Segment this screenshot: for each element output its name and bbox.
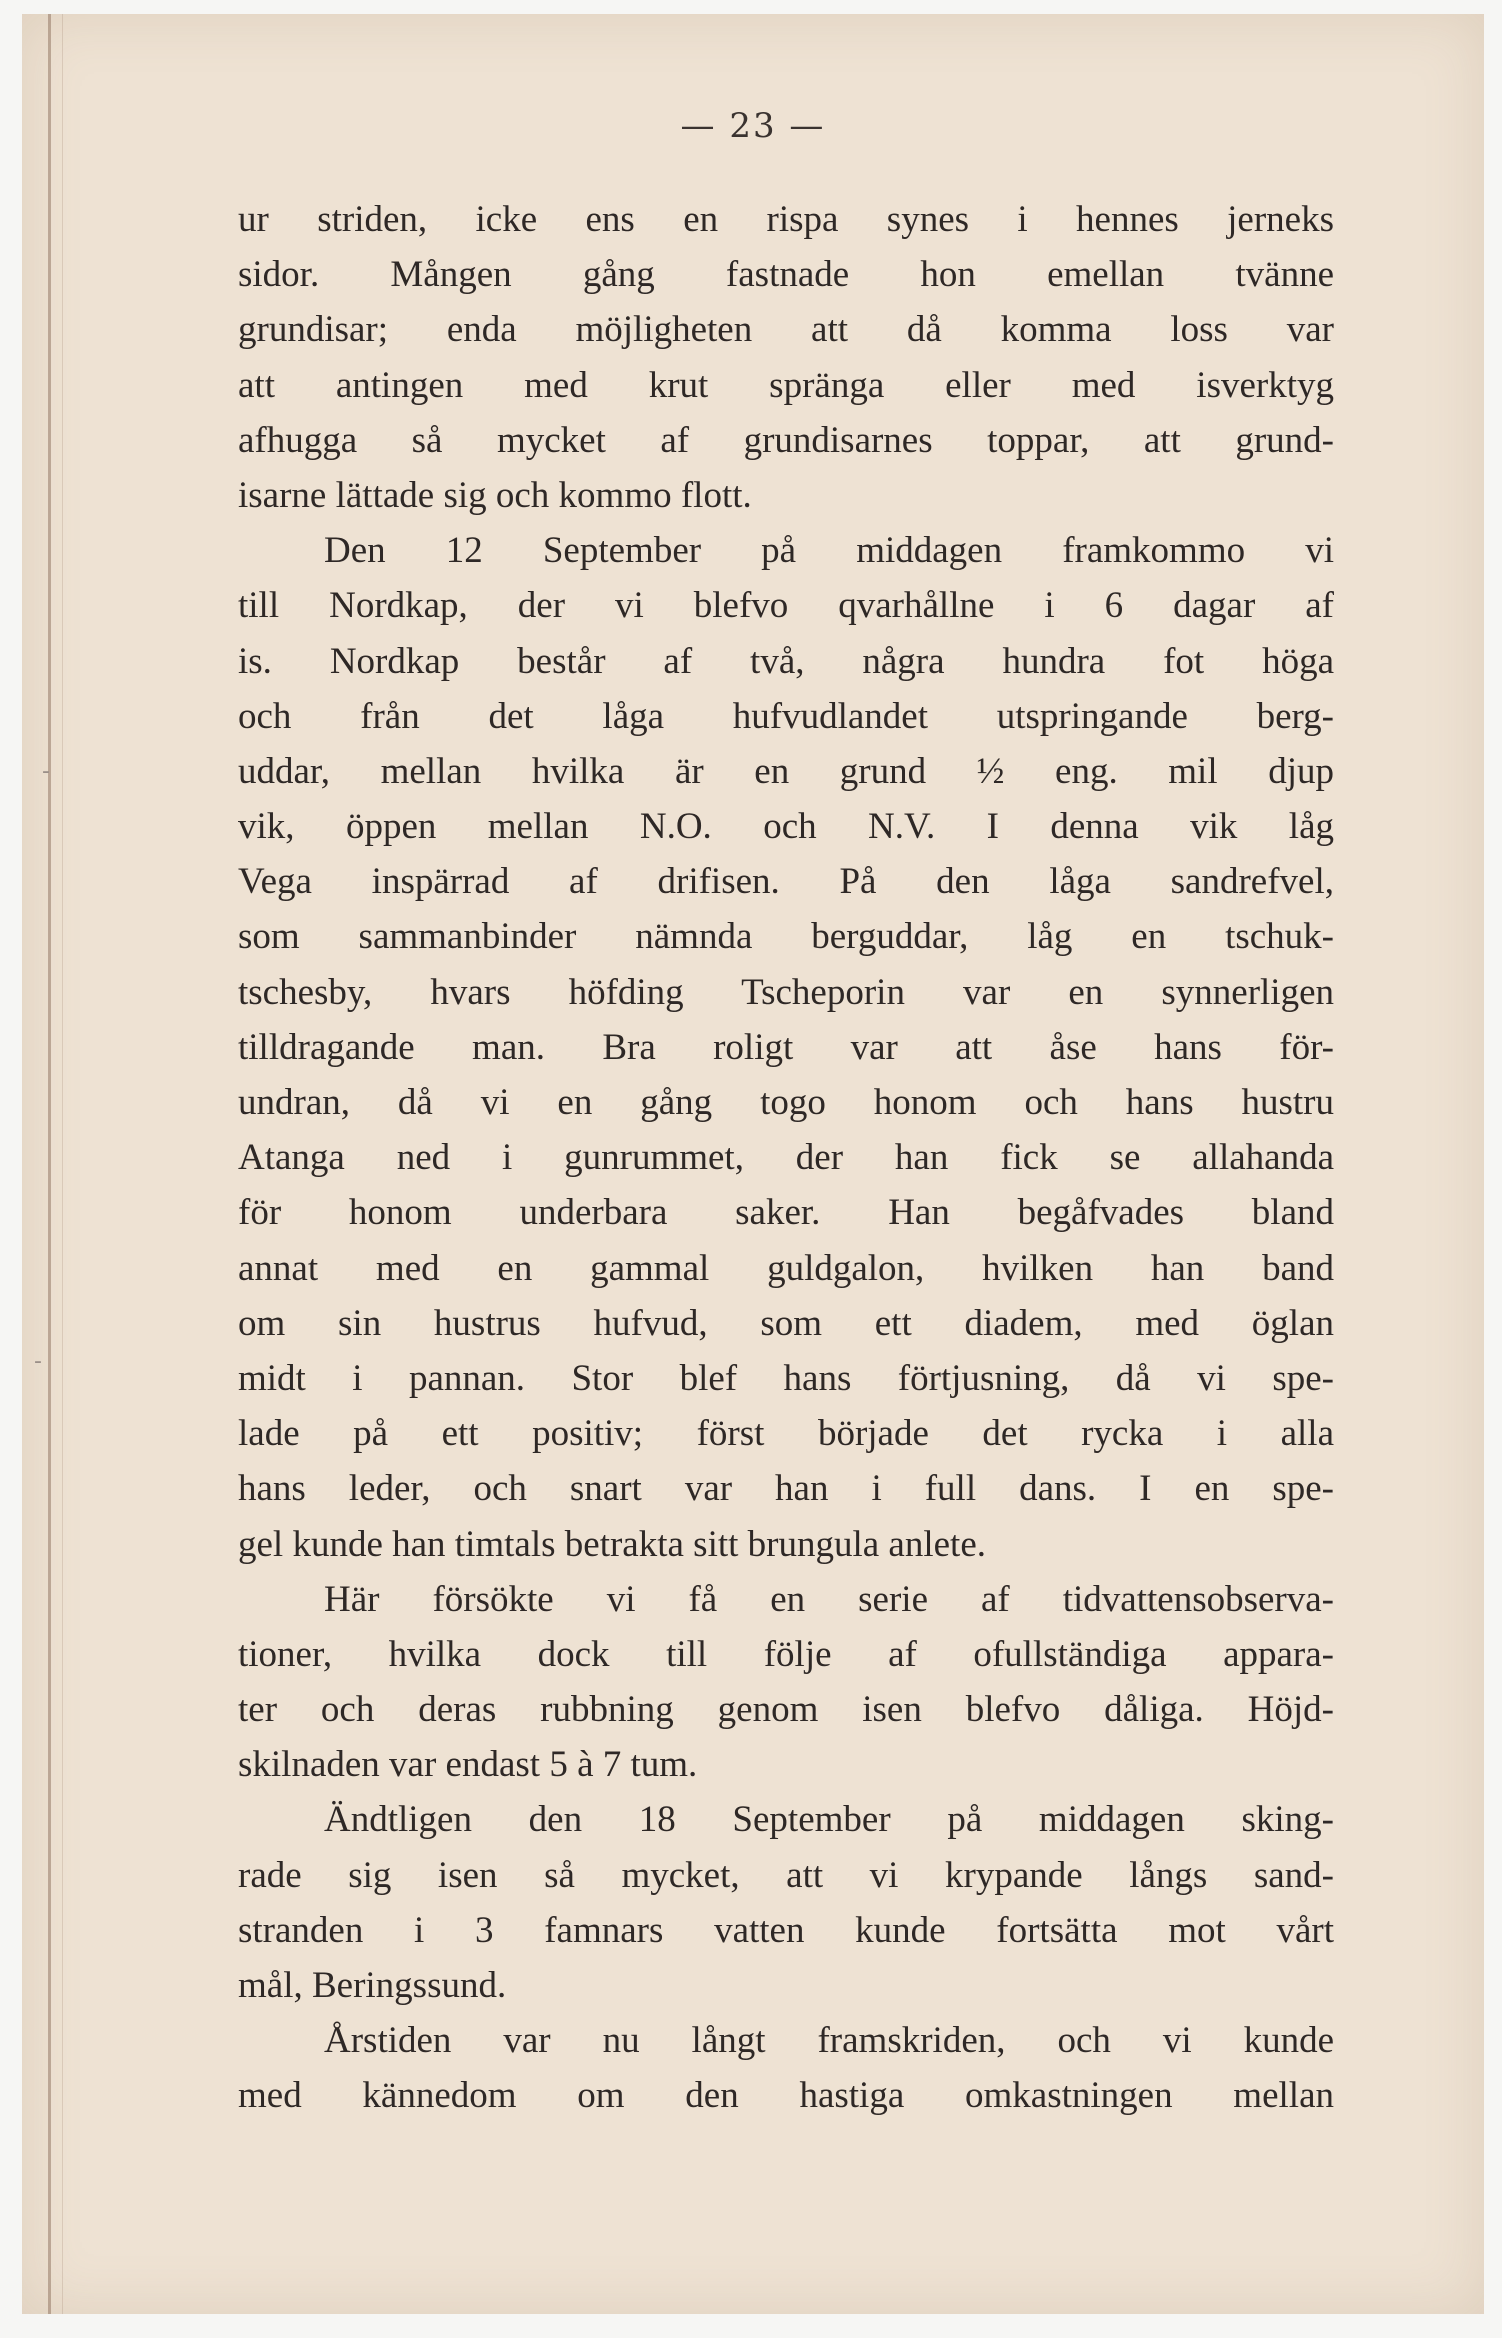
- page-number: — 23 —: [680, 106, 826, 146]
- binding-shadow: [62, 14, 63, 2314]
- margin-mark: -: [42, 759, 50, 784]
- text-line: ur striden, icke ens en rispa synes i hennes jerneks: [238, 199, 1334, 240]
- text-line: Den 12 September på middagen framkommo vi: [324, 530, 1334, 572]
- text-line: grundisar; enda möjligheten att då komma loss var: [238, 309, 1334, 351]
- text-line: som sammanbinder nämnda berguddar, låg en tschuk-: [238, 916, 1334, 958]
- text-line: vik, öppen mellan N.O. och N.V. I denna vik låg: [238, 806, 1334, 848]
- text-line: att antingen med krut spränga eller med isverktyg: [238, 364, 1334, 406]
- text-line: tioner, hvilka dock till följe af ofullständiga appara-: [238, 1633, 1334, 1675]
- binding-edge: [48, 14, 51, 2314]
- body-text: [238, 192, 1334, 2124]
- text-line: med kännedom om den hastiga omkastningen mellan: [238, 2075, 1334, 2117]
- text-line: skilnaden var endast 5 à 7 tum.: [238, 1744, 698, 1786]
- text-line: gel kunde han timtals betrakta sitt brungula anlete.: [238, 1523, 987, 1565]
- book-page: [22, 14, 1484, 2314]
- text-line: om sin hustrus hufvud, som ett diadem, med öglan: [238, 1302, 1334, 1344]
- margin-mark: -: [34, 1349, 42, 1374]
- text-line: is. Nordkap består af två, några hundra fot höga: [238, 640, 1334, 682]
- text-line: rade sig isen så mycket, att vi krypande långs sand-: [238, 1854, 1334, 1896]
- text-line: för honom underbara saker. Han begåfvades bland: [238, 1192, 1334, 1234]
- text-line: midt i pannan. Stor blef hans förtjusning, då vi spe-: [238, 1357, 1334, 1399]
- text-line: och från det låga hufvudlandet utspringande berg-: [238, 695, 1334, 737]
- text-line: till Nordkap, der vi blefvo qvarhållne i 6 dagar af: [238, 585, 1334, 627]
- text-line: lade på ett positiv; först började det rycka i alla: [238, 1413, 1334, 1455]
- text-line: Atanga ned i gunrummet, der han fick se allahanda: [238, 1137, 1334, 1179]
- text-line: isarne lättade sig och kommo flott.: [238, 474, 752, 516]
- text-line: annat med en gammal guldgalon, hvilken han band: [238, 1247, 1334, 1289]
- text-line: Ändtligen den 18 September på middagen sking-: [324, 1799, 1334, 1841]
- text-line: tschesby, hvars höfding Tscheporin var en synnerligen: [238, 971, 1334, 1013]
- text-line: undran, då vi en gång togo honom och hans hustru: [238, 1082, 1334, 1123]
- text-line: tilldragande man. Bra roligt var att åse hans för-: [238, 1026, 1334, 1068]
- text-line: stranden i 3 famnars vatten kunde fortsätta mot vårt: [238, 1909, 1334, 1951]
- text-line: afhugga så mycket af grundisarnes toppar, att grund-: [238, 419, 1334, 461]
- text-line: Vega inspärrad af drifisen. På den låga sandrefvel,: [238, 861, 1334, 903]
- text-line: ter och deras rubbning genom isen blefvo dåliga. Höjd-: [238, 1689, 1334, 1731]
- text-line: mål, Beringssund.: [238, 1965, 507, 2006]
- text-line: Årstiden var nu långt framskriden, och vi kunde: [324, 2020, 1334, 2062]
- text-line: sidor. Mången gång fastnade hon emellan tvänne: [238, 254, 1334, 296]
- text-line: Här försökte vi få en serie af tidvattensobserva-: [324, 1578, 1334, 1620]
- text-line: uddar, mellan hvilka är en grund ½ eng. mil djup: [238, 750, 1334, 792]
- text-line: hans leder, och snart var han i full dans. I en spe-: [238, 1468, 1334, 1510]
